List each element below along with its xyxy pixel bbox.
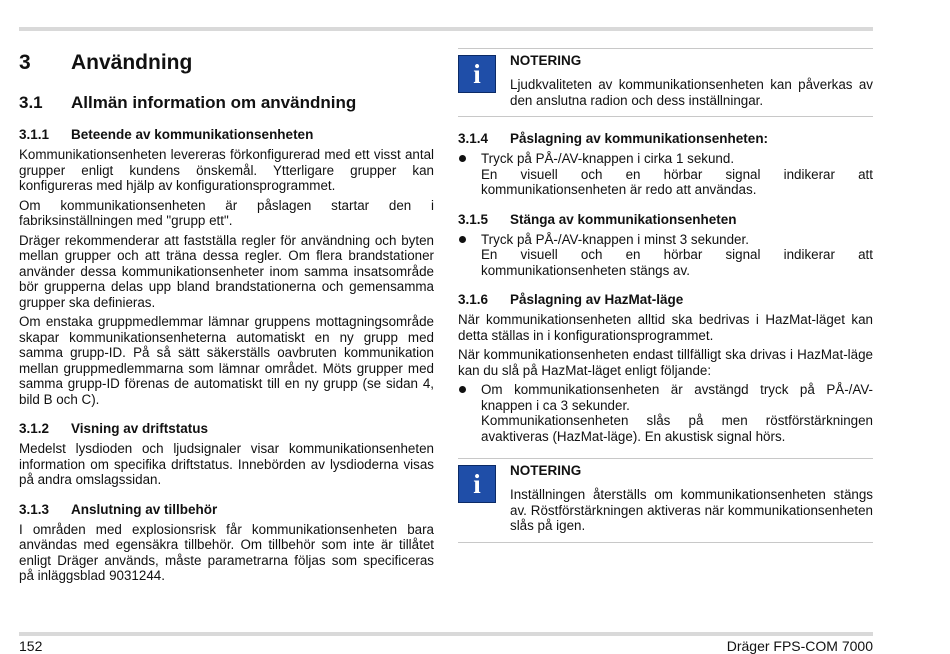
subsection-heading-3-1-2 xyxy=(19,421,434,436)
body-paragraph: Om kommunikationsenheten är påslagen startar den i fabriksinställningen med "grupp ett". xyxy=(19,197,434,228)
body-paragraph: I områden med explosionsrisk får kommunikationsenheten bara användas med egensäkra tillbehör. Om tillbehör som inte är tillåtet enligt Dräger används, måste parametrarna följas som specificeras på inläggsblad 9031244. xyxy=(19,521,434,583)
info-icon: i xyxy=(458,465,496,503)
note-box xyxy=(458,458,873,543)
body-paragraph: Om enstaka gruppmedlemmar lämnar gruppens mottagningsområde skapar kommunikationsenheterna automatiskt en ny grupp med samma grupp-ID. På så sätt säkerställs oavbruten kommunikation mellan gruppmedlemmarna som lämnar området. Möts grupper med samma grupp-ID förenas de automatiskt till en ny grupp (se sidan 4, bild B och C). xyxy=(19,314,434,407)
left-column xyxy=(19,48,434,588)
section-heading xyxy=(19,93,434,113)
instruction-step: Om kommunikationsenheten är avstängd tryck på PÅ-/AV-knappen i ca 3 sekunder. xyxy=(481,382,873,413)
subsection-heading-3-1-4 xyxy=(458,131,873,146)
subsection-number: 3.1.4 xyxy=(458,131,489,146)
subsection-title: Beteende av kommunikationsenheten xyxy=(71,127,314,142)
subsection-title: Stänga av kommunikationsenheten xyxy=(510,211,737,227)
bullet-icon xyxy=(458,382,481,444)
subsection-number: 3.1.5 xyxy=(458,211,489,227)
note-text: Ljudkvaliteten av kommunikationsenheten kan påverkas av den anslutna radion och dess inställningar. xyxy=(510,77,873,108)
section-title: Allmän information om användning xyxy=(71,93,357,112)
subsection-heading-3-1-1 xyxy=(19,127,434,142)
note-text: Inställningen återställs om kommunikationsenheten stängs av. Röstförstärkningen aktiveras när kommunikationsenheten slås på igen. xyxy=(510,487,873,533)
bottom-divider xyxy=(19,632,873,636)
subsection-number: 3.1.3 xyxy=(19,501,50,517)
body-paragraph: När kommunikationsenheten alltid ska bedrivas i HazMat-läget kan detta ställas in i konfigurationsprogrammet. xyxy=(458,312,873,343)
bullet-icon xyxy=(458,232,481,279)
subsection-title: Påslagning av kommunikationsenheten: xyxy=(510,131,769,146)
instruction-step: Tryck på PÅ-/AV-knappen i minst 3 sekunder. xyxy=(481,231,749,247)
subsection-title: Visning av driftstatus xyxy=(71,421,209,436)
body-paragraph: Dräger rekommenderar att fastställa regler för användning och byten mellan grupper och att träna dessa regler. Om flera brandstationer använder dessa kommunikationsenheter inom samma insatsområde bör grupperna delas upp bland brandstationerna och gemensamma grupper ska definieras. xyxy=(19,232,434,310)
instruction-result: En visuell och en hörbar signal indikerar att kommunikationsenheten stängs av. xyxy=(481,247,873,278)
bullet-icon xyxy=(458,151,481,198)
instruction-item xyxy=(458,232,873,279)
note-title: NOTERING xyxy=(510,463,582,478)
chapter-heading xyxy=(19,51,434,75)
page-number: 152 xyxy=(19,638,43,654)
body-paragraph: Medelst lysdioden och ljudsignaler visar kommunikationsenheten information om specifika driftstatus. Innebörden av lysdioderna visas på andra omslagssidan. xyxy=(19,441,434,487)
note-title: NOTERING xyxy=(510,53,582,68)
instruction-step: Tryck på PÅ-/AV-knappen i cirka 1 sekund. xyxy=(481,151,735,166)
subsection-number: 3.1.1 xyxy=(19,127,50,142)
body-paragraph: Kommunikationsenheten levereras förkonfigurerad med ett visst antal grupper enligt kundens önskemål. Ytterligare grupper kan konfigureras med hjälp av konfigurationsprogrammet. xyxy=(19,147,434,193)
instruction-result: Kommunikationsenheten slås på men röstförstärkningen avaktiveras (HazMat-läge). En akustisk signal hörs. xyxy=(481,413,873,444)
chapter-title: Användning xyxy=(71,51,193,74)
body-paragraph: När kommunikationsenheten endast tillfälligt ska drivas i HazMat-läge kan du slå på HazMat-läget enligt följande: xyxy=(458,347,873,378)
subsection-number: 3.1.2 xyxy=(19,421,50,436)
instruction-result: En visuell och en hörbar signal indikerar att kommunikationsenheten är redo att användas. xyxy=(481,166,873,197)
chapter-number: 3 xyxy=(19,51,31,74)
section-number: 3.1 xyxy=(19,93,43,112)
info-icon: i xyxy=(458,55,496,93)
subsection-title: Anslutning av tillbehör xyxy=(71,501,218,517)
instruction-item xyxy=(458,382,873,444)
instruction-item xyxy=(458,151,873,198)
document-title: Dräger FPS-COM 7000 xyxy=(726,638,873,654)
subsection-number: 3.1.6 xyxy=(458,292,489,307)
note-box xyxy=(458,48,873,117)
subsection-heading-3-1-6 xyxy=(458,292,873,307)
right-column xyxy=(458,48,873,557)
subsection-title: Påslagning av HazMat-läge xyxy=(510,292,684,307)
subsection-heading-3-1-5 xyxy=(458,212,873,227)
top-divider xyxy=(19,27,873,31)
subsection-heading-3-1-3 xyxy=(19,502,434,517)
